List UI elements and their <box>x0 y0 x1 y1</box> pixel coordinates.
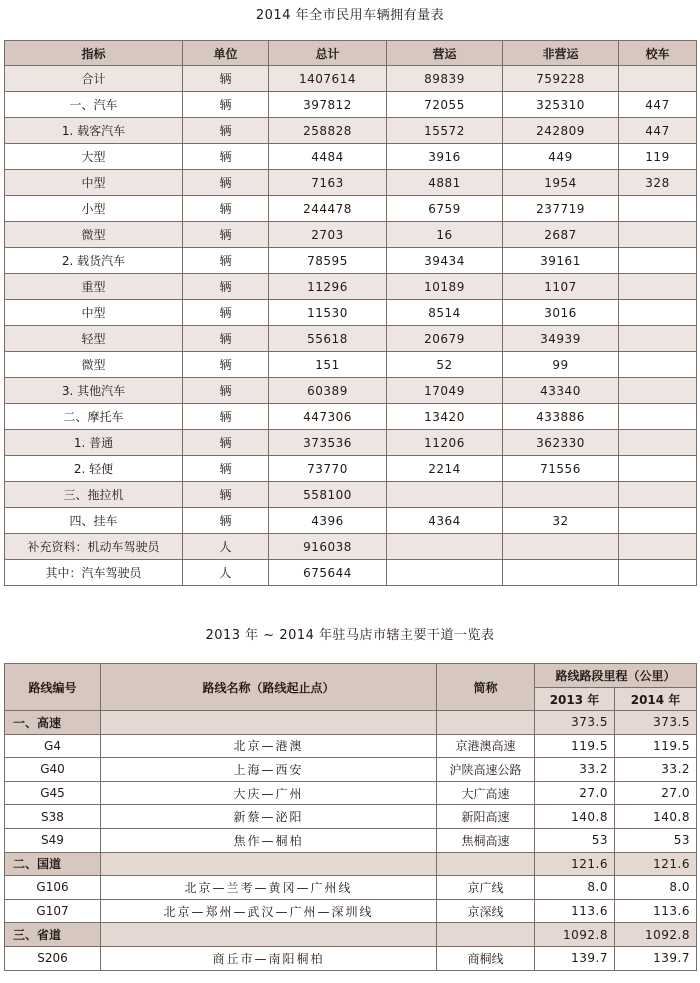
cell-school-bus <box>619 508 697 534</box>
cell-route-name: 大庆—广州 <box>101 781 437 805</box>
table-row <box>5 899 697 923</box>
cell-unit: 辆 <box>183 456 269 482</box>
cell-short-name <box>437 923 535 947</box>
cell-unit: 辆 <box>183 430 269 456</box>
cell-school-bus <box>619 326 697 352</box>
cell-short-name: 京广线 <box>437 876 535 900</box>
cell-non-operating: 237719 <box>503 196 619 222</box>
cell-indicator: 一、汽车 <box>5 92 183 118</box>
cell-operating: 8514 <box>387 300 503 326</box>
cell-unit: 辆 <box>183 92 269 118</box>
cell-mileage-2013: 33.2 <box>535 758 615 782</box>
cell-mileage-2013: 121.6 <box>535 852 615 876</box>
cell-mileage-2014: 119.5 <box>615 734 697 758</box>
cell-mileage-2014: 139.7 <box>615 946 697 970</box>
main-roads-table <box>4 663 697 971</box>
cell-unit: 人 <box>183 534 269 560</box>
header-mileage: 路线路段里程（公里） <box>535 664 697 688</box>
cell-indicator: 小型 <box>5 196 183 222</box>
table-row <box>5 404 697 430</box>
cell-school-bus <box>619 560 697 586</box>
vehicle-ownership-table <box>4 40 697 586</box>
cell-mileage-2014: 140.8 <box>615 805 697 829</box>
cell-unit: 辆 <box>183 352 269 378</box>
header-short-name: 简称 <box>437 664 535 711</box>
cell-school-bus <box>619 222 697 248</box>
cell-indicator: 3. 其他汽车 <box>5 378 183 404</box>
cell-mileage-2014: 121.6 <box>615 852 697 876</box>
header-operating: 营运 <box>387 41 503 66</box>
cell-short-name: 沪陕高速公路 <box>437 758 535 782</box>
table-row <box>5 482 697 508</box>
cell-non-operating: 3016 <box>503 300 619 326</box>
cell-total: 675644 <box>269 560 387 586</box>
cell-route-name: 北京—郑州—武汉—广州—深圳线 <box>101 899 437 923</box>
cell-unit: 辆 <box>183 326 269 352</box>
cell-unit: 辆 <box>183 508 269 534</box>
cell-short-name <box>437 852 535 876</box>
table-row <box>5 300 697 326</box>
header-year-2014: 2014 年 <box>615 688 697 711</box>
cell-indicator: 中型 <box>5 300 183 326</box>
cell-route-code: S206 <box>5 946 101 970</box>
table-row <box>5 560 697 586</box>
cell-non-operating: 325310 <box>503 92 619 118</box>
cell-unit: 辆 <box>183 118 269 144</box>
header-route-name: 路线名称（路线起止点） <box>101 664 437 711</box>
cell-route-name: 商丘市—南阳桐柏 <box>101 946 437 970</box>
cell-unit: 辆 <box>183 170 269 196</box>
cell-school-bus: 119 <box>619 144 697 170</box>
table-header-row <box>5 664 697 688</box>
cell-indicator: 其中：汽车驾驶员 <box>5 560 183 586</box>
cell-mileage-2013: 8.0 <box>535 876 615 900</box>
cell-non-operating <box>503 534 619 560</box>
cell-indicator: 2. 轻便 <box>5 456 183 482</box>
cell-route-code: 二、国道 <box>5 852 101 876</box>
cell-unit: 辆 <box>183 196 269 222</box>
cell-non-operating <box>503 482 619 508</box>
cell-mileage-2013: 113.6 <box>535 899 615 923</box>
cell-mileage-2014: 27.0 <box>615 781 697 805</box>
cell-operating: 4364 <box>387 508 503 534</box>
cell-mileage-2013: 27.0 <box>535 781 615 805</box>
cell-unit: 辆 <box>183 482 269 508</box>
cell-indicator: 重型 <box>5 274 183 300</box>
cell-non-operating: 39161 <box>503 248 619 274</box>
cell-operating: 13420 <box>387 404 503 430</box>
cell-mileage-2013: 139.7 <box>535 946 615 970</box>
cell-short-name: 新阳高速 <box>437 805 535 829</box>
cell-route-name: 上海—西安 <box>101 758 437 782</box>
table-row <box>5 828 697 852</box>
cell-mileage-2014: 33.2 <box>615 758 697 782</box>
cell-indicator: 微型 <box>5 352 183 378</box>
cell-non-operating: 43340 <box>503 378 619 404</box>
cell-route-name: 北京—兰考—黄冈—广州线 <box>101 876 437 900</box>
cell-operating: 15572 <box>387 118 503 144</box>
table-row <box>5 170 697 196</box>
cell-operating: 3916 <box>387 144 503 170</box>
cell-indicator: 2. 载货汽车 <box>5 248 183 274</box>
cell-short-name: 京港澳高速 <box>437 734 535 758</box>
cell-short-name: 大广高速 <box>437 781 535 805</box>
cell-total: 7163 <box>269 170 387 196</box>
cell-route-code: G107 <box>5 899 101 923</box>
cell-mileage-2014: 53 <box>615 828 697 852</box>
cell-indicator: 微型 <box>5 222 183 248</box>
table-row <box>5 378 697 404</box>
cell-indicator: 轻型 <box>5 326 183 352</box>
cell-school-bus: 447 <box>619 92 697 118</box>
cell-operating: 89839 <box>387 66 503 92</box>
cell-operating: 10189 <box>387 274 503 300</box>
header-school-bus: 校车 <box>619 41 697 66</box>
cell-indicator: 三、拖拉机 <box>5 482 183 508</box>
cell-non-operating: 1107 <box>503 274 619 300</box>
cell-school-bus <box>619 196 697 222</box>
cell-school-bus <box>619 534 697 560</box>
table-row <box>5 430 697 456</box>
cell-total: 558100 <box>269 482 387 508</box>
header-year-2013: 2013 年 <box>535 688 615 711</box>
cell-total: 151 <box>269 352 387 378</box>
cell-mileage-2013: 373.5 <box>535 711 615 735</box>
cell-unit: 辆 <box>183 144 269 170</box>
cell-total: 447306 <box>269 404 387 430</box>
cell-operating <box>387 560 503 586</box>
cell-non-operating <box>503 560 619 586</box>
cell-operating <box>387 482 503 508</box>
cell-school-bus <box>619 352 697 378</box>
table-row <box>5 758 697 782</box>
cell-school-bus: 447 <box>619 118 697 144</box>
table-row <box>5 781 697 805</box>
cell-unit: 辆 <box>183 378 269 404</box>
cell-operating <box>387 534 503 560</box>
cell-route-name: 北京—港澳 <box>101 734 437 758</box>
cell-total: 4396 <box>269 508 387 534</box>
cell-mileage-2014: 1092.8 <box>615 923 697 947</box>
cell-route-code: S49 <box>5 828 101 852</box>
cell-mileage-2013: 1092.8 <box>535 923 615 947</box>
header-non-operating: 非营运 <box>503 41 619 66</box>
cell-total: 73770 <box>269 456 387 482</box>
cell-school-bus <box>619 248 697 274</box>
cell-school-bus <box>619 300 697 326</box>
cell-route-code: G4 <box>5 734 101 758</box>
table-row <box>5 118 697 144</box>
cell-total: 11530 <box>269 300 387 326</box>
cell-non-operating: 71556 <box>503 456 619 482</box>
cell-unit: 辆 <box>183 66 269 92</box>
header-route-code: 路线编号 <box>5 664 101 711</box>
table-row <box>5 734 697 758</box>
cell-non-operating: 449 <box>503 144 619 170</box>
cell-route-code: 一、高速 <box>5 711 101 735</box>
cell-non-operating: 242809 <box>503 118 619 144</box>
cell-mileage-2013: 140.8 <box>535 805 615 829</box>
table-row <box>5 248 697 274</box>
cell-route-name <box>101 852 437 876</box>
cell-school-bus <box>619 482 697 508</box>
cell-route-code: S38 <box>5 805 101 829</box>
table-row <box>5 876 697 900</box>
cell-unit: 辆 <box>183 222 269 248</box>
cell-operating: 11206 <box>387 430 503 456</box>
cell-school-bus <box>619 404 697 430</box>
cell-non-operating: 759228 <box>503 66 619 92</box>
cell-school-bus <box>619 66 697 92</box>
cell-total: 244478 <box>269 196 387 222</box>
table-row <box>5 66 697 92</box>
table-row <box>5 534 697 560</box>
cell-school-bus <box>619 274 697 300</box>
cell-total: 78595 <box>269 248 387 274</box>
cell-mileage-2014: 113.6 <box>615 899 697 923</box>
category-row <box>5 711 697 735</box>
table-row <box>5 326 697 352</box>
header-indicator: 指标 <box>5 41 183 66</box>
cell-non-operating: 99 <box>503 352 619 378</box>
table-row <box>5 352 697 378</box>
cell-non-operating: 1954 <box>503 170 619 196</box>
cell-operating: 4881 <box>387 170 503 196</box>
table-row <box>5 144 697 170</box>
cell-non-operating: 34939 <box>503 326 619 352</box>
cell-indicator: 1. 载客汽车 <box>5 118 183 144</box>
cell-operating: 52 <box>387 352 503 378</box>
cell-route-code: 三、省道 <box>5 923 101 947</box>
cell-indicator: 二、摩托车 <box>5 404 183 430</box>
category-row <box>5 923 697 947</box>
cell-operating: 20679 <box>387 326 503 352</box>
cell-non-operating: 2687 <box>503 222 619 248</box>
cell-mileage-2013: 53 <box>535 828 615 852</box>
header-total: 总计 <box>269 41 387 66</box>
table-row <box>5 274 697 300</box>
cell-total: 916038 <box>269 534 387 560</box>
cell-route-name: 焦作—桐柏 <box>101 828 437 852</box>
cell-operating: 16 <box>387 222 503 248</box>
cell-non-operating: 32 <box>503 508 619 534</box>
cell-total: 1407614 <box>269 66 387 92</box>
cell-indicator: 合计 <box>5 66 183 92</box>
cell-total: 11296 <box>269 274 387 300</box>
cell-school-bus <box>619 456 697 482</box>
cell-mileage-2014: 8.0 <box>615 876 697 900</box>
table-row <box>5 456 697 482</box>
cell-indicator: 大型 <box>5 144 183 170</box>
cell-route-name <box>101 923 437 947</box>
cell-operating: 39434 <box>387 248 503 274</box>
cell-school-bus <box>619 378 697 404</box>
category-row <box>5 852 697 876</box>
cell-operating: 6759 <box>387 196 503 222</box>
cell-total: 55618 <box>269 326 387 352</box>
table-row <box>5 805 697 829</box>
cell-indicator: 四、挂车 <box>5 508 183 534</box>
vehicle-table-title: 2014 年全市民用车辆拥有量表 <box>255 8 445 23</box>
cell-operating: 17049 <box>387 378 503 404</box>
cell-route-name <box>101 711 437 735</box>
cell-total: 397812 <box>269 92 387 118</box>
cell-indicator: 1. 普通 <box>5 430 183 456</box>
cell-total: 60389 <box>269 378 387 404</box>
cell-indicator: 补充资料：机动车驾驶员 <box>5 534 183 560</box>
cell-unit: 辆 <box>183 274 269 300</box>
cell-mileage-2013: 119.5 <box>535 734 615 758</box>
cell-total: 373536 <box>269 430 387 456</box>
cell-unit: 辆 <box>183 404 269 430</box>
cell-total: 2703 <box>269 222 387 248</box>
cell-operating: 72055 <box>387 92 503 118</box>
cell-total: 258828 <box>269 118 387 144</box>
cell-non-operating: 433886 <box>503 404 619 430</box>
cell-operating: 2214 <box>387 456 503 482</box>
cell-route-name: 新蔡—泌阳 <box>101 805 437 829</box>
table-row <box>5 92 697 118</box>
table-row <box>5 946 697 970</box>
table-row <box>5 222 697 248</box>
cell-route-code: G40 <box>5 758 101 782</box>
table-row <box>5 508 697 534</box>
header-unit: 单位 <box>183 41 269 66</box>
cell-route-code: G45 <box>5 781 101 805</box>
roads-table-title: 2013 年 ~ 2014 年驻马店市辖主要干道一览表 <box>205 628 495 643</box>
cell-route-code: G106 <box>5 876 101 900</box>
table-header-row <box>5 41 697 66</box>
cell-school-bus <box>619 430 697 456</box>
cell-school-bus: 328 <box>619 170 697 196</box>
cell-unit: 人 <box>183 560 269 586</box>
table-row <box>5 196 697 222</box>
cell-unit: 辆 <box>183 248 269 274</box>
cell-short-name: 焦桐高速 <box>437 828 535 852</box>
cell-indicator: 中型 <box>5 170 183 196</box>
cell-short-name: 商桐线 <box>437 946 535 970</box>
cell-mileage-2014: 373.5 <box>615 711 697 735</box>
cell-short-name: 京深线 <box>437 899 535 923</box>
cell-unit: 辆 <box>183 300 269 326</box>
cell-non-operating: 362330 <box>503 430 619 456</box>
cell-total: 4484 <box>269 144 387 170</box>
cell-short-name <box>437 711 535 735</box>
